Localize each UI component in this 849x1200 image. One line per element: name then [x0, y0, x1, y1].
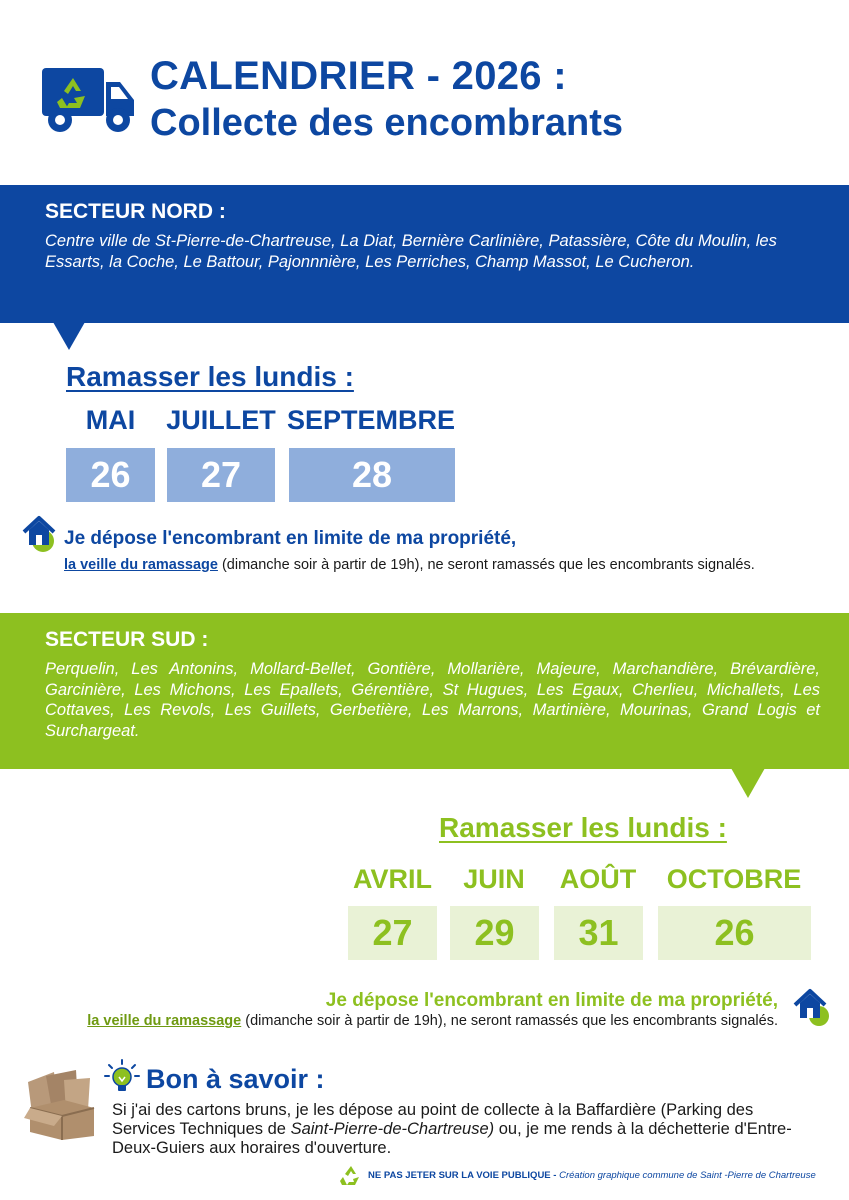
north-month-3: SEPTEMBRE	[287, 405, 456, 435]
north-day-3: 28	[289, 448, 455, 502]
north-note-text	[64, 557, 755, 573]
north-note-link: la veille du ramassage	[64, 557, 218, 573]
south-band-pointer	[731, 768, 765, 798]
bon-a-savoir-text	[112, 1101, 812, 1158]
south-sector-band	[0, 613, 849, 769]
bon-a-savoir-title: Bon à savoir :	[146, 1064, 325, 1094]
north-day-1: 26	[66, 448, 155, 502]
truck-recycle-icon	[40, 64, 138, 136]
footer-warning: NE PAS JETER SUR LA VOIE PUBLIQUE -	[368, 1170, 557, 1181]
south-day-4: 26	[658, 906, 811, 960]
south-day-3: 31	[554, 906, 643, 960]
north-pickup-heading: Ramasser les lundis :	[66, 361, 354, 392]
house-icon	[21, 513, 61, 553]
south-month-3: AOÛT	[559, 864, 637, 894]
bon-text-italic: Saint-Pierre-de-Chartreuse)	[290, 1120, 495, 1138]
south-day-1: 27	[348, 906, 437, 960]
north-note-rest: (dimanche soir à partir de 19h), ne seront ramassés que les encombrants signalés.	[217, 557, 755, 573]
cardboard-boxes-icon	[24, 1066, 98, 1142]
page-subtitle: Collecte des encombrants	[150, 102, 624, 144]
south-month-1: AVRIL	[353, 864, 432, 894]
bon-text-start: Si j'ai des cartons bruns, je les dépose au point de collecte à la Baffardière (Parking des Services Techniques de	[112, 1101, 754, 1138]
north-sector-locations: Centre ville de St-Pierre-de-Chartreuse, La Diat, Bernière Carlinière, Patassière, Côte du Moulin, les Essarts, la Coche, Le Battour, Pajonnnière, Les Perriches, Champ Massot, Le Cucheron.	[45, 232, 777, 271]
bon-text-end: ou, je me rends à la déchetterie d'Entre-Deux-Guiers aux horaires d'ouverture.	[112, 1120, 792, 1157]
house-icon	[791, 986, 831, 1026]
north-sector-band	[0, 185, 849, 323]
north-month-2: JUILLET	[166, 405, 276, 435]
north-day-2: 27	[167, 448, 275, 502]
south-month-2: JUIN	[463, 864, 525, 894]
footer-credit	[368, 1170, 816, 1181]
north-band-pointer	[53, 322, 85, 350]
north-month-1: MAI	[85, 405, 136, 435]
recycle-icon	[340, 1165, 362, 1187]
lightbulb-icon	[103, 1058, 141, 1096]
south-sector-title: SECTEUR SUD :	[45, 628, 209, 651]
south-pickup-heading: Ramasser les lundis :	[439, 812, 727, 843]
south-note-text	[87, 1013, 778, 1029]
south-month-4: OCTOBRE	[666, 864, 802, 894]
north-sector-title: SECTEUR NORD :	[45, 200, 226, 223]
footer-credit-text: Création graphique commune de Saint -Pierre de Chartreuse	[556, 1170, 816, 1181]
south-note-link: la veille du ramassage	[87, 1013, 242, 1029]
south-sector-locations: Perquelin, Les Antonins, Mollard-Bellet, Gontière, Mollarière, Majeure, Marchandière, Brévardière, Garcinière, Les Michons, Les Epallets, Gérentière, St Hugues, Les Egaux, Cherlieu, Michallets, Les Cottaves, Les Revols, Les Guillets, Gerbetière, Les Marrons, Martinière, Mourinas, Grand Logis et Surchargeat.	[45, 660, 820, 740]
south-note-title: Je dépose l'encombrant en limite de ma propriété,	[325, 990, 778, 1011]
south-day-2: 29	[450, 906, 539, 960]
north-note-title: Je dépose l'encombrant en limite de ma propriété,	[64, 528, 517, 549]
south-note-rest: (dimanche soir à partir de 19h), ne seront ramassés que les encombrants signalés.	[241, 1013, 778, 1029]
page-title: CALENDRIER - 2026 :	[150, 54, 567, 98]
